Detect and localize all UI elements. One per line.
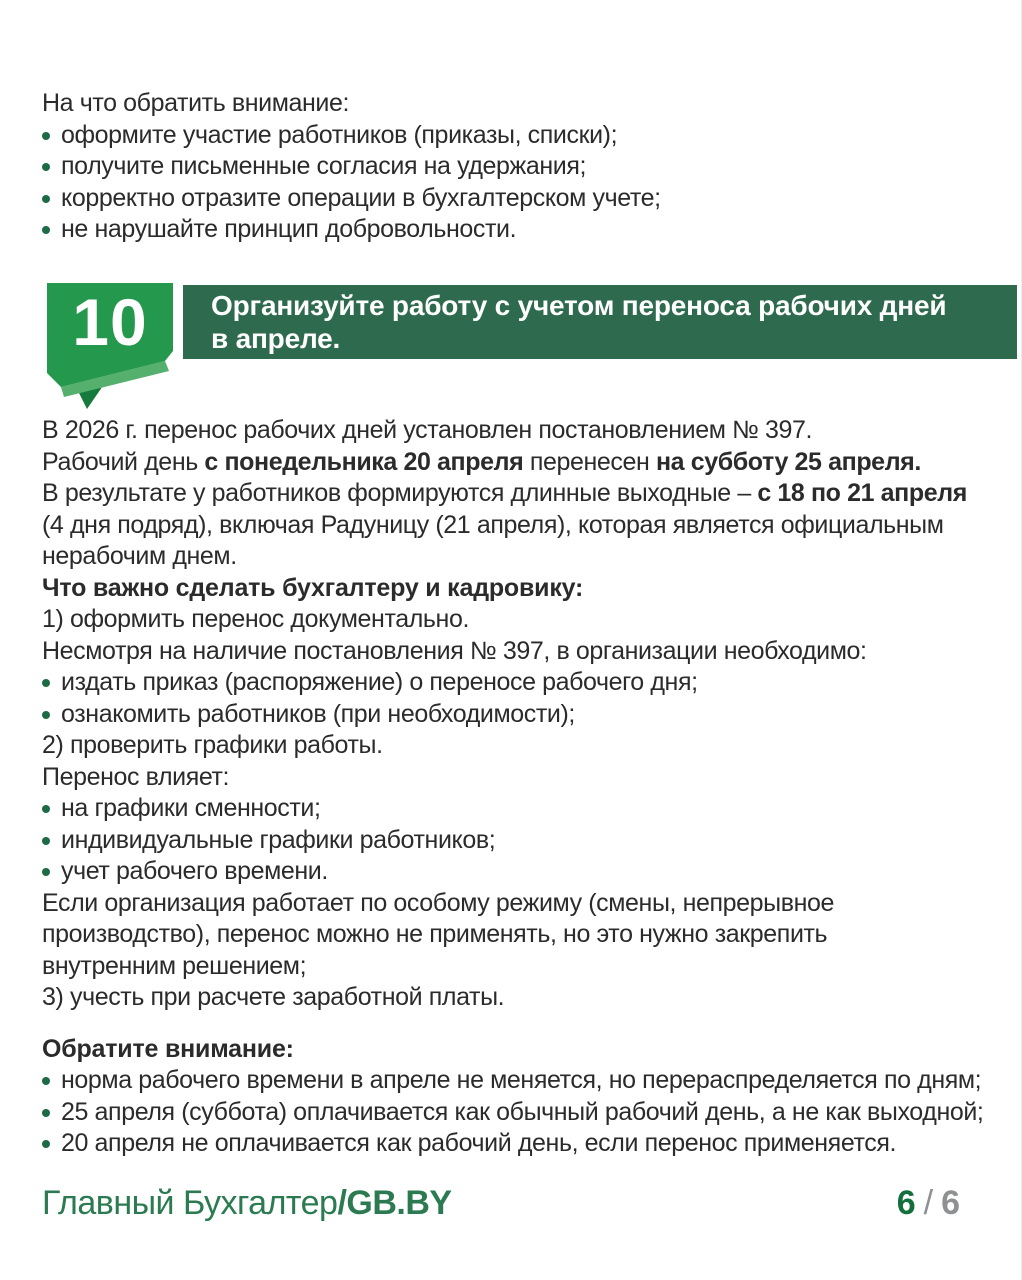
body-text [42,415,1007,1160]
page-number-separator: / [923,1184,934,1222]
text-run: на субботу 25 апреля. [655,447,921,476]
text-run: с 18 по 21 апреля [757,479,967,507]
text-run: 20 апреля не оплачивается как рабочий день, если перенос применяется. [61,1129,897,1157]
section-title-line1: Организуйте работу с учетом переноса рабочих дней [211,290,947,321]
publisher-site: /GB.BY [337,1184,452,1222]
bullet-dot-icon [42,195,50,203]
text-run: производство), перенос можно не применять, но это нужно закрепить [42,920,828,948]
text-run: Что важно сделать бухгалтеру и кадровику: [42,573,584,602]
intro-bullet-item [42,214,1002,246]
text-run: на графики сменности; [61,794,321,822]
text-run: 3) учесть при расчете заработной платы. [42,983,505,1011]
body-bullet-item [42,793,1007,825]
section-number: 10 [72,285,148,359]
bullet-dot-icon [42,1077,50,1085]
bullet-dot-icon [42,711,50,719]
text-run: индивидуальные графики работников; [61,825,496,854]
body-bullet-item [42,1097,1007,1129]
text-run: нерабочим днем. [42,542,237,570]
body-paragraph-line [42,604,1007,636]
text-run: ознакомить работников (при необходимости); [61,699,575,728]
text-run: В результате у работников формируются длинные выходные – [42,479,758,507]
body-paragraph-line [42,951,1007,983]
text-run: В 2026 г. перенос рабочих дней установлен постановлением № 397. [42,416,813,444]
text-run: перенесен [523,447,656,476]
text-run: Если организация работает по особому режиму (смены, непрерывное [42,888,835,917]
text-run: Обратите внимание: [42,1034,294,1063]
body-paragraph-line [42,919,1007,951]
body-bullet-item [42,856,1007,888]
text-run: (4 дня подряд), включая Радуницу (21 апреля), которая является официальным [42,510,944,539]
bullet-dot-icon [42,868,50,876]
page-footer [42,1184,960,1223]
body-paragraph-line [42,510,1007,542]
text-run: издать приказ (распоряжение) о переносе рабочего дня; [61,668,698,696]
text-run: Несмотря на наличие постановления № 397, в организации необходимо: [42,636,867,665]
intro-section [42,88,1002,246]
bullet-dot-icon [42,1140,50,1148]
page-indicator [897,1184,960,1223]
bullet-dot-icon [42,132,50,140]
bullet-dot-icon [42,805,50,813]
text-run: Рабочий день [42,447,205,476]
body-paragraph-line [42,982,1007,1014]
section-number-badge [47,283,173,409]
text-run: 2) проверить графики работы. [42,731,383,759]
intro-bullet-item [42,120,1002,152]
text-run: 1) оформить перенос документально. [42,605,470,633]
bullet-text: корректно отразите операции в бухгалтерском учете; [61,183,661,212]
bullet-dot-icon [42,1109,50,1117]
section-title-line2: в апреле. [211,323,341,354]
intro-bullet-list [42,120,1002,246]
text-run: Перенос влияет: [42,762,230,791]
body-paragraph-line [42,636,1007,668]
bullet-dot-icon [42,679,50,687]
body-heading [42,1034,1007,1066]
text-run: норма рабочего времени в апреле не меняется, но перераспределяется по дням; [61,1066,982,1094]
bullet-dot-icon [42,163,50,171]
body-bullet-item [42,1128,1007,1160]
body-paragraph-line [42,415,1007,447]
publisher-name: Главный Бухгалтер [42,1184,338,1222]
bullet-text: оформите участие работников (приказы, списки); [61,120,618,149]
body-paragraph-line [42,478,1007,510]
text-run: 25 апреля (суббота) оплачивается как обычный рабочий день, а не как выходной; [61,1097,984,1126]
body-paragraph-line [42,730,1007,762]
body-paragraph-line [42,762,1007,794]
text-run: с понедельника 20 апреля [204,447,524,476]
body-bullet-item [42,699,1007,731]
intro-bullet-item [42,151,1002,183]
bullet-text: не нарушайте принцип добровольности. [61,215,517,243]
publisher-logo [42,1184,452,1223]
body-paragraph-line [42,888,1007,920]
bullet-text: получите письменные согласия на удержания; [61,152,587,180]
section-title-bar [183,285,1017,359]
body-bullet-item [42,1065,1007,1097]
bullet-dot-icon [42,837,50,845]
intro-bullet-item [42,183,1002,215]
text-run: учет рабочего времени. [61,857,328,885]
current-page-number: 6 [896,1184,916,1222]
bullet-dot-icon [42,226,50,234]
body-paragraph-line [42,447,1007,479]
body-bullet-item [42,667,1007,699]
intro-heading: На что обратить внимание: [42,89,350,117]
body-paragraph-line [42,541,1007,573]
total-page-number: 6 [941,1184,960,1222]
text-run: внутренним решением; [42,951,307,980]
body-heading [42,573,1007,605]
body-bullet-item [42,825,1007,857]
